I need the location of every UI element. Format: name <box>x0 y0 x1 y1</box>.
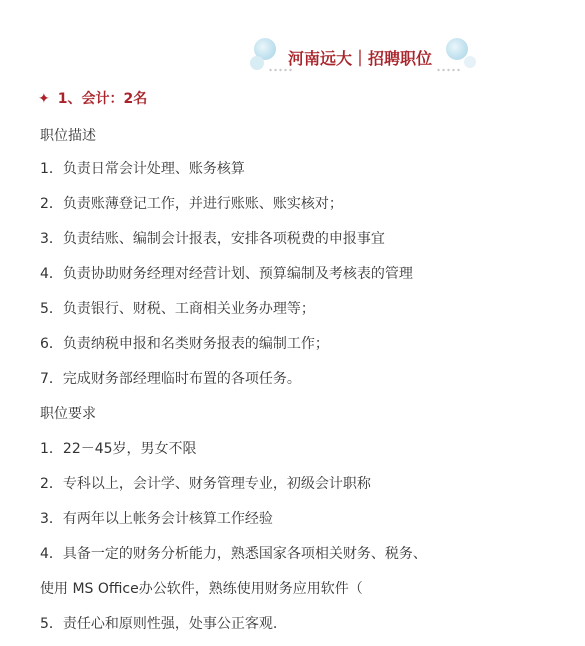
description-item: 7．完成财务部经理临时布置的各项任务。 <box>40 371 301 387</box>
decorative-bubble-icon <box>464 56 476 68</box>
requirements-heading: 职位要求 <box>40 406 96 422</box>
requirement-item: 1．22－45岁，男女不限 <box>40 441 197 457</box>
section-header-banner <box>250 38 480 78</box>
description-item: 3．负责结账、编制会计报表，安排各项税费的申报事宜 <box>40 231 385 247</box>
description-item: 6．负责纳税申报和名类财务报表的编制工作； <box>40 336 329 352</box>
decorative-bubble-icon <box>250 56 264 70</box>
description-item: 4．负责协助财务经理对经营计划、预算编制及考核表的管理 <box>40 266 413 282</box>
requirement-item: 3．有两年以上帐务会计核算工作经验 <box>40 511 273 527</box>
description-heading: 职位描述 <box>40 128 96 144</box>
decorative-dots <box>436 68 462 72</box>
description-item: 2．负责账薄登记工作，并进行账账、账实核对； <box>40 196 343 212</box>
description-item: 1．负责日常会计处理、账务核算 <box>40 161 245 177</box>
star-icon: ✦ <box>38 91 50 107</box>
requirement-item: 4．具备一定的财务分析能力，熟悉国家各项相关财务、税务、 <box>40 546 427 562</box>
requirement-item: 5．责任心和原则性强，处事公正客观. <box>40 616 278 632</box>
description-item: 5．负责银行、财税、工商相关业务办理等； <box>40 301 315 317</box>
position-title-text: 1、会计：2名 <box>57 91 148 107</box>
page-title: 河南远大｜招聘职位 <box>288 49 433 68</box>
requirement-item: 2．专科以上，会计学、财务管理专业，初级会计职称 <box>40 476 371 492</box>
decorative-bubble-icon <box>446 38 468 60</box>
requirement-item: 使用 MS Office办公软件，熟练使用财务应用软件（ <box>40 581 363 597</box>
position-title <box>38 88 147 108</box>
